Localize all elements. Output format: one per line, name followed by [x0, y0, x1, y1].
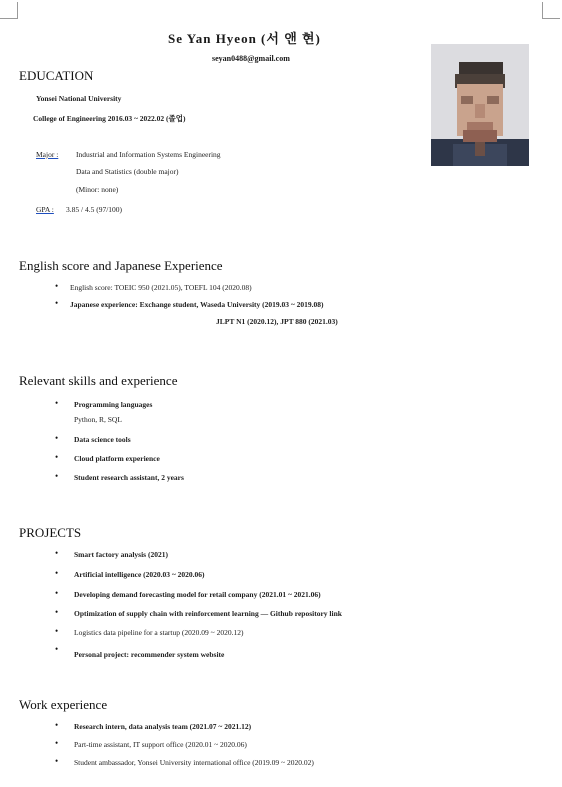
project-item-3: Developing demand forecasting model for retail company (2021.01 ~ 2021.06): [74, 590, 321, 599]
major-line-1: Industrial and Information Systems Engineering: [76, 150, 221, 159]
bullet: •: [55, 433, 59, 443]
profile-photo: [431, 44, 529, 166]
contact-email: seyan0488@gmail.com: [212, 54, 290, 63]
skills-item-1-detail: Python, R, SQL: [74, 415, 122, 424]
bullet: •: [55, 644, 59, 654]
bullet: •: [55, 738, 59, 748]
gpa-label: GPA :: [36, 205, 54, 214]
project-item-2: Artificial intelligence (2020.03 ~ 2020.06): [74, 570, 205, 579]
bullet: •: [55, 398, 59, 408]
bullet: •: [55, 281, 59, 291]
gpa-value: 3.85 / 4.5 (97/100): [66, 205, 123, 214]
english-item-2: Japanese experience: Exchange student, Waseda University (2019.03 ~ 2019.08): [70, 300, 324, 309]
crop-mark-top-right: [542, 2, 560, 19]
skills-item-3: Cloud platform experience: [74, 454, 160, 463]
skills-heading: Relevant skills and experience: [19, 373, 178, 388]
applicant-name: Se Yan Hyeon (서 앤 현): [168, 31, 321, 46]
bullet: •: [55, 626, 59, 636]
project-item-5: Logistics data pipeline for a startup (2020.09 ~ 2020.12): [74, 628, 244, 637]
bullet: •: [55, 452, 59, 462]
skills-item-2: Data science tools: [74, 435, 131, 444]
bullet: •: [55, 756, 59, 766]
bullet: •: [55, 548, 59, 558]
crop-mark-top-left: [0, 2, 18, 19]
project-item-1: Smart factory analysis (2021): [74, 550, 168, 559]
major-label: Major :: [36, 150, 59, 159]
bullet: •: [55, 568, 59, 578]
bullet: •: [55, 607, 59, 617]
education-college: College of Engineering 2016.03 ~ 2022.02 (졸업): [33, 114, 186, 123]
projects-heading: PROJECTS: [19, 525, 82, 540]
bullet: •: [55, 588, 59, 598]
major-line-3: (Minor: none): [76, 185, 119, 194]
bullet: •: [55, 298, 59, 308]
work-item-1: Research intern, data analysis team (2021.07 ~ 2021.12): [74, 722, 252, 731]
work-heading: Work experience: [19, 697, 108, 712]
major-line-2: Data and Statistics (double major): [76, 167, 179, 176]
skills-item-1: Programming languages: [74, 400, 153, 409]
bullet: •: [55, 720, 59, 730]
work-item-2: Part-time assistant, IT support office (2020.01 ~ 2020.06): [74, 740, 247, 749]
bullet: •: [55, 471, 59, 481]
english-heading: English score and Japanese Experience: [19, 258, 223, 273]
education-heading: EDUCATION: [19, 68, 94, 83]
english-item-2-continuation: JLPT N1 (2020.12), JPT 880 (2021.03): [216, 317, 338, 326]
education-school: Yonsei National University: [36, 94, 122, 103]
skills-item-4: Student research assistant, 2 years: [74, 473, 184, 482]
work-item-3: Student ambassador, Yonsei University international office (2019.09 ~ 2020.02): [74, 758, 314, 767]
portrait-image: [431, 44, 529, 166]
project-item-6: Personal project: recommender system website: [74, 650, 225, 659]
english-item-1: English score: TOEIC 950 (2021.05), TOEFL 104 (2020.08): [70, 283, 252, 292]
project-item-4[interactable]: Optimization of supply chain with reinforcement learning — Github repository link: [74, 609, 342, 618]
